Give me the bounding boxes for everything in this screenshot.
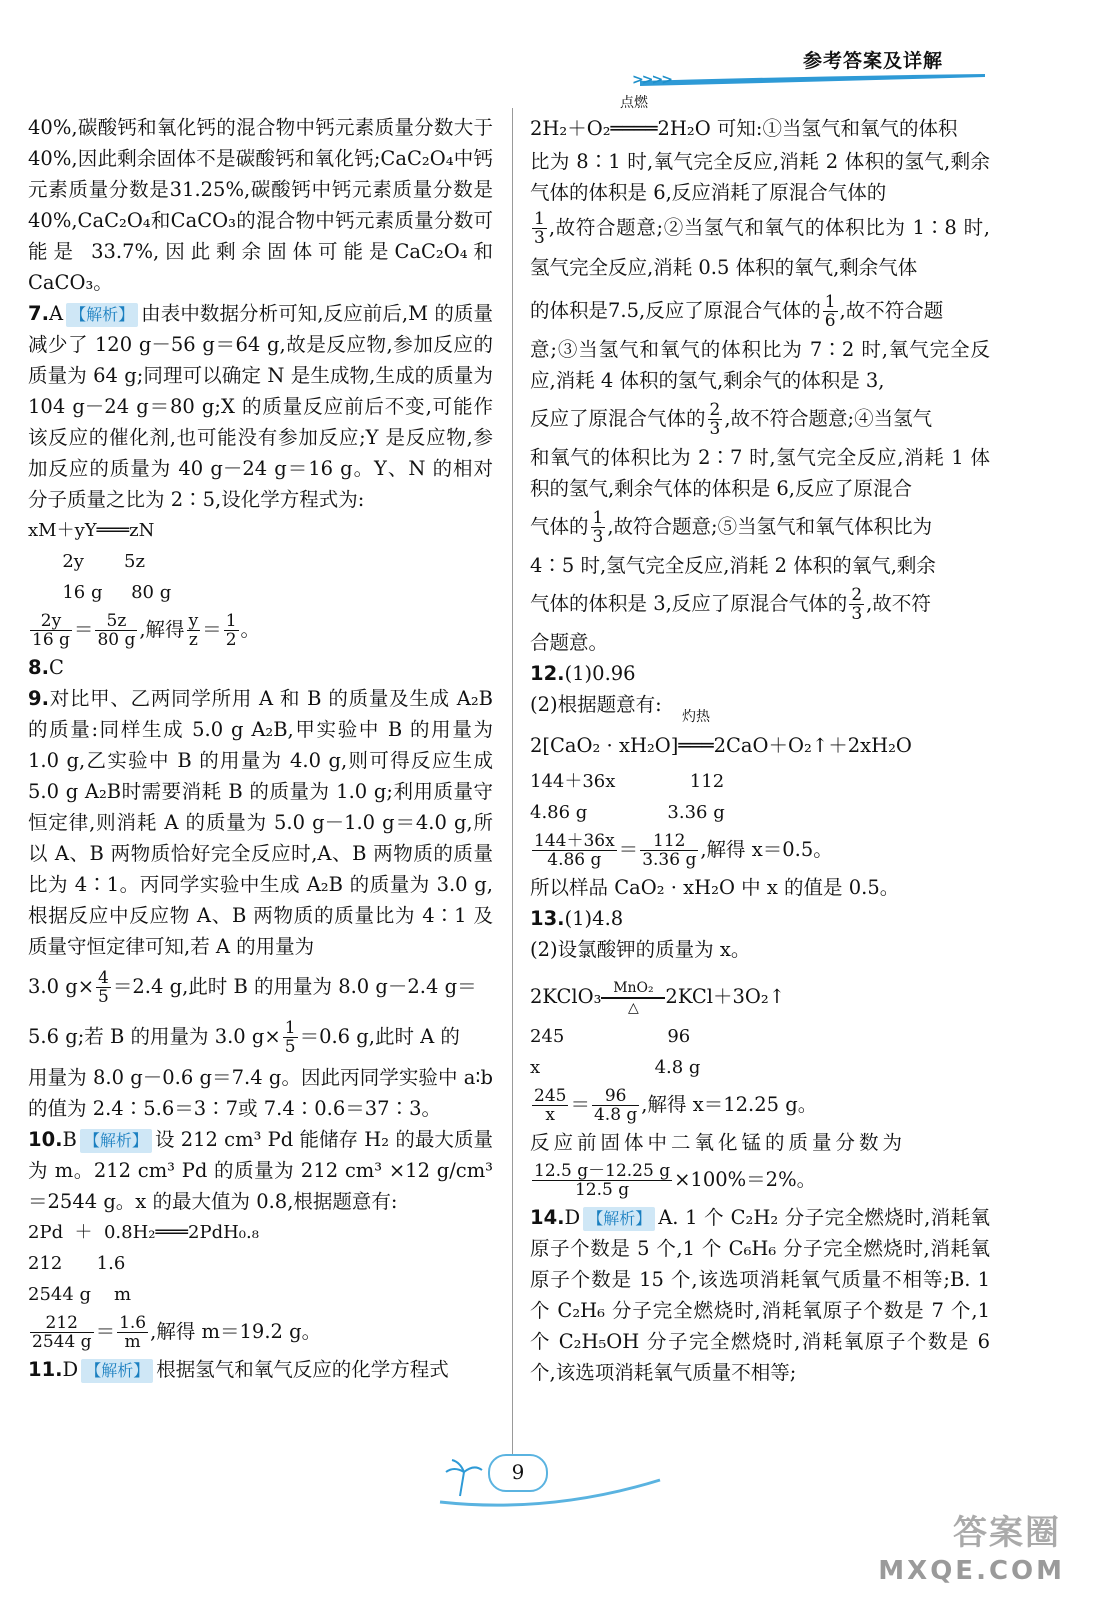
analysis-tag: 【解析】 (80, 1129, 152, 1153)
fraction: $\frac{1}{5}$ (284, 1018, 296, 1057)
equation-inline: 2KClO₃ MnO₂ △ 2KCl＋3O₂↑ (530, 979, 786, 1016)
watermark-url: MXQE.COM (878, 1556, 1065, 1586)
fraction: $\frac{1}{2}$ (225, 611, 237, 650)
fraction: $\frac{212}{2544 g}$ (32, 1313, 92, 1352)
paragraph: 4∶5 时,氢气完全反应,消耗 2 体积的氧气,剩余 (530, 554, 936, 577)
paragraph: (2)设氯酸钾的质量为 x。 (530, 938, 751, 961)
header-decor-bar (640, 74, 985, 88)
fraction: $\frac{y}{z}$ (188, 611, 199, 650)
reaction-condition: 点燃 ════ (610, 95, 658, 140)
page-number: 9 (488, 1454, 548, 1492)
analysis-tag: 【解析】 (583, 1207, 655, 1231)
fraction-line: $\frac{12.5 g-12.25 g}{12.5 g}$ ×100%＝2%。 (534, 1161, 817, 1200)
fraction: $\frac{4}{5}$ (98, 968, 109, 1007)
column-divider (512, 108, 513, 1458)
equation-inline: 2H₂＋O₂ 点燃 ════2H₂O 可知:①当氢气和氧气的体积 (530, 112, 990, 146)
equation-line: 144＋36x 112 (530, 771, 725, 792)
fraction: $\frac{1}{3}$ (534, 209, 545, 248)
equation-line: x 4.8 g (530, 1057, 701, 1078)
equation-line: 2y 5z (28, 551, 145, 572)
fraction: $\frac{112}{3.36 g}$ (642, 831, 697, 870)
fraction: $\frac{144+36x}{4.86 g}$ (534, 831, 615, 870)
fraction-line: $\frac{1}{3}$ ,故符合题意;②当氢气和氧气的体积比为 1∶8 时,氢气完全反应,消耗 0.5 体积的氧气,剩余气体 (530, 209, 990, 279)
equation-line: 16 g 80 g (28, 582, 172, 603)
reaction-condition: MnO₂ △ (601, 979, 665, 1017)
fraction: $\frac{2}{3}$ (709, 400, 721, 439)
paragraph: (2)根据题意有: (530, 693, 662, 716)
fraction: $\frac{5z}{80 g}$ (97, 611, 136, 650)
site-watermark (878, 1506, 1081, 1592)
fraction: $\frac{12.5 g-12.25 g}{12.5 g}$ (534, 1161, 671, 1200)
header-title: 参考答案及详解 (802, 50, 943, 72)
equation-line: 2544 g m (28, 1284, 132, 1305)
paragraph: 比为 8∶1 时,氧气完全反应,消耗 2 体积的氢气,剩余气体的体积是 6,反应消耗了原混合气体的 (530, 150, 990, 204)
fraction-line: 3.0 g× $\frac{4}{5}$ ＝2.4 g,此时 B 的用量为 8.0 g－2.4 g＝ (28, 968, 477, 1007)
equation-inline: 2[CaO₂ · xH₂O] 灼热 ═══2CaO＋O₂↑＋2xH₂O (530, 726, 990, 766)
fraction-line: 的体积是7.5,反应了原混合气体的 $\frac{1}{6}$ ,故不符合题 (530, 292, 944, 331)
left-column (28, 112, 493, 1385)
fraction: $\frac{1.6}{m}$ (119, 1313, 147, 1352)
fraction-line: 5.6 g;若 B 的用量为 3.0 g× $\frac{1}{5}$ ＝0.6 g,此时 A 的 (28, 1018, 460, 1057)
equation-line: 4.86 g 3.36 g (530, 802, 725, 823)
fraction: $\frac{1}{3}$ (592, 508, 604, 547)
fraction-line: 反应了原混合气体的 $\frac{2}{3}$ ,故不符合题意;④当氢气 (530, 400, 933, 439)
paragraph: 所以样品 CaO₂ · xH₂O 中 x 的值是 0.5。 (530, 876, 900, 899)
palm-tree-icon (430, 1450, 670, 1510)
equation-line: 212 1.6 (28, 1253, 126, 1274)
question-9: 9.对比甲、乙两同学所用 A 和 B 的质量及生成 A₂B 的质量:同样生成 5.0 g A₂B,甲实验中 B 的用量为 1.0 g,乙实验中 B 的用量为 4.0 g,则可得反应生成 5.0 g A₂B时需要消耗 B 的质量为 1.0 g;利用质量守恒定律,则消耗 A 的质量为 5.0 g－1.0 g＝4.0 g,所以 A、B 两物质恰好完全反应时,A、B 两物质的质量比为 4∶1。丙同学实验中生成 A₂B 的质量为 3.0 g,根据反应中反应物 A、B 两物质的质量比为 4∶1 及质量守恒定律可知,若 A 的用量为 (28, 687, 493, 958)
paragraph-continued: 40%,碳酸钙和氧化钙的混合物中钙元素质量分数大于 40%,因此剩余固体不是碳酸钙和氧化钙;CaC₂O₄中钙元素质量分数是31.25%,碳酸钙中钙元素质量分数是 40%,CaC₂O₄和CaCO₃的混合物中钙元素质量分数可能是 33.7%,因此剩余固体可能是CaC₂O₄和CaCO₃。 (28, 116, 493, 294)
fraction-line: $\frac{245}{x}$ ＝ $\frac{96}{4.8 g}$ ,解得 x＝12.25 g。 (534, 1086, 818, 1125)
fraction-line: $\frac{2y}{16 g}$ ＝ $\frac{5z}{80 g}$ ,解得 $\frac{y}{z}$ ＝ $\frac{1}{2}$ 。 (32, 611, 261, 650)
page-header (0, 0, 1093, 100)
fraction: $\frac{2y}{16 g}$ (32, 611, 70, 650)
fraction-line: $\frac{212}{2544 g}$ ＝ $\frac{1.6}{m}$ ,解得 m＝19.2 g。 (32, 1313, 322, 1352)
chevron-decor-icon: >>>> (632, 72, 671, 88)
watermark-logo: 答案圈 (953, 1513, 1061, 1553)
analysis-tag: 【解析】 (66, 303, 138, 327)
equation-line: xM＋yY═══zN (28, 520, 155, 541)
paragraph: 意;③当氢气和氧气的体积比为 7∶2 时,氧气完全反应,消耗 4 体积的氢气,剩余气的体积是 3, (530, 338, 990, 392)
paragraph: 合题意。 (530, 631, 609, 654)
fraction: $\frac{96}{4.8 g}$ (593, 1086, 638, 1125)
question-11: 11.D 【解析】 根据氢气和氧气反应的化学方程式 (28, 1358, 449, 1381)
fraction-line: 气体的体积是 3,反应了原混合气体的 $\frac{2}{3}$ ,故不符 (530, 585, 931, 624)
question-10: 10.B 【解析】 设 212 cm³ Pd 能储存 H₂ 的最大质量为 m。212 cm³ Pd 的质量为 212 cm³ ×12 g/cm³ ＝2544 g。x 的最大值为 0.8,根据题意有: (28, 1128, 493, 1213)
right-column (530, 95, 990, 1388)
equation-line: 2Pd ＋ 0.8H₂═══2PdH₀.₈ (28, 1222, 259, 1243)
question-13: 13.(1)4.8 (530, 907, 624, 930)
paragraph: 反应前固体中二氧化锰的质量分数为 (530, 1131, 907, 1154)
question-7: 7.A 【解析】 由表中数据分析可知,反应前后,M 的质量减少了 120 g－56 g＝64 g,故是反应物,参加反应的质量为 64 g;同理可以确定 N 是生成物,生成的质量为 104 g－24 g＝80 g;X 的质量反应前后不变,可能作该反应的催化剂,也可能没有参加反应;Y 是反应物,参加反应的质量为 40 g－24 g＝16 g。Y、N 的相对分子质量之比为 2∶5,设化学方程式为: (28, 302, 493, 511)
paragraph: 用量为 8.0 g－0.6 g＝7.4 g。因此丙同学实验中 a∶b 的值为 2.4∶5.6＝3∶7或 7.4∶0.6＝37∶3。 (28, 1066, 493, 1120)
question-8: 8.C (28, 656, 64, 679)
page-footer-decor (430, 1450, 670, 1510)
fraction-line: 气体的 $\frac{1}{3}$ ,故符合题意;⑤当氢气和氧气体积比为 (530, 508, 933, 547)
paragraph: 和氧气的体积比为 2∶7 时,氢气完全反应,消耗 1 体积的氢气,剩余气体的体积是 6,反应了原混合 (530, 446, 990, 500)
fraction: $\frac{1}{6}$ (824, 292, 836, 331)
fraction: $\frac{245}{x}$ (534, 1086, 567, 1125)
analysis-tag: 【解析】 (81, 1359, 153, 1383)
fraction-line: $\frac{144+36x}{4.86 g}$ ＝ $\frac{112}{3.36 g}$ ,解得 x＝0.5。 (534, 831, 833, 870)
reaction-condition: 灼热 ═══ (678, 709, 714, 757)
fraction: $\frac{2}{3}$ (851, 585, 863, 624)
question-14: 14.D 【解析】 A. 1 个 C₂H₂ 分子完全燃烧时,消耗氧原子个数是 5 个,1 个 C₆H₆ 分子完全燃烧时,消耗氧原子个数是 15 个,该选项消耗氧气质量不相等;B. 1 个 C₂H₆ 分子完全燃烧时,消耗氧原子个数是 7 个,1 个 C₂H₅OH 分子完全燃烧时,消耗氧原子个数是 6 个,该选项消耗氧气质量不相等; (530, 1206, 990, 1384)
equation-line: 245 96 (530, 1026, 691, 1047)
question-12: 12.(1)0.96 (530, 662, 636, 685)
